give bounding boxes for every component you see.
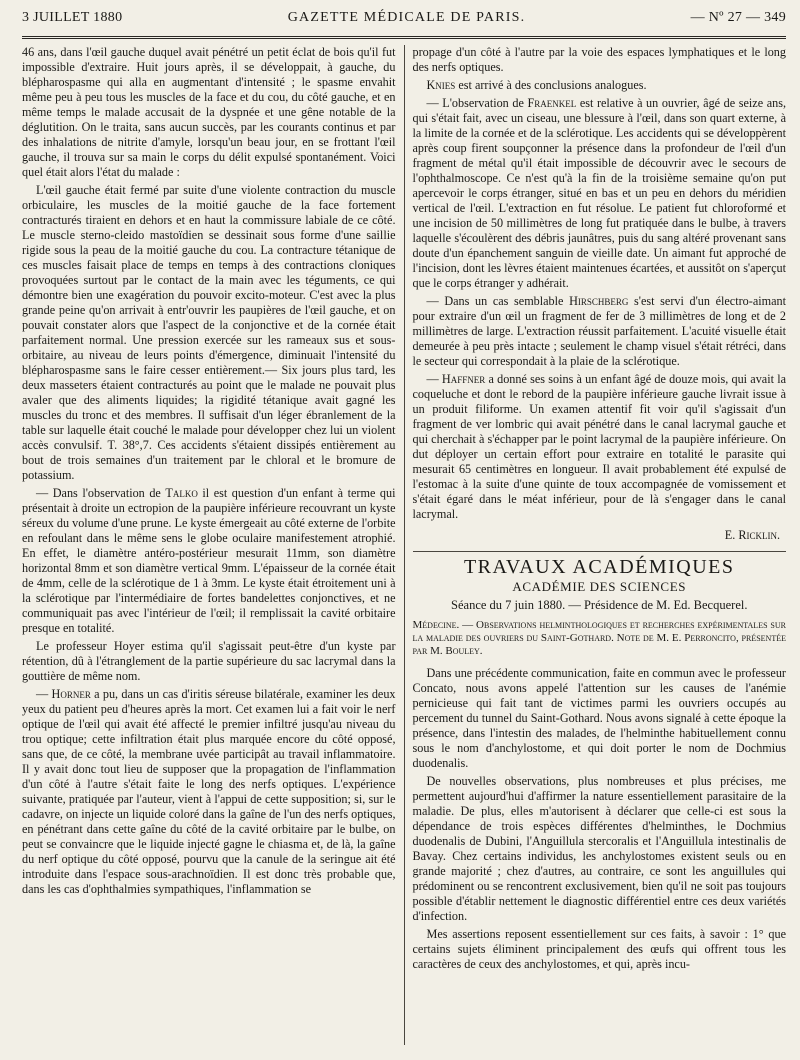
- right-paragraph-6: Dans une précédente communication, faite en commun avec le professeur Concato, nous avons appelé l'attention sur les causes de l'anémie pernicieuse qui fait tant de victimes parmi les ouvriers occupés au percement du tunnel du Saint-Gothard. Nous avons signalé à cette époque la présence, dans l'intestin des malades, de l'helminthe habituellement connu sous le nom d'anchylostome, et qui doit porter le nom de Dochmius duodenalis.: [412, 666, 786, 770]
- left-paragraph-4: Le professeur Hoyer estima qu'il s'agissait peut-être d'un kyste par rétention, dû à l'étranglement de la partie supérieure du sac lacrymal dans la gouttière de même nom.: [22, 639, 396, 683]
- section-divider: [413, 551, 787, 552]
- right-paragraph-1: propage d'un côté à l'autre par la voie des espaces lymphatiques et le long des nerfs optiques.: [412, 45, 786, 74]
- right-paragraph-8: Mes assertions reposent essentiellement sur ces faits, à savoir : 1° que certains sujets éliminent principalement des œufs qui offrent tous les caractères de ceux des anchylostomes, et qui, après incu-: [412, 927, 786, 971]
- section-title: TRAVAUX ACADÉMIQUES: [463, 556, 735, 578]
- left-paragraph-5: — Horner a pu, dans un cas d'iritis séreuse bilatérale, examiner les deux yeux du patient peu d'heures après la mort. Cet examen lui a fait voir le nerf optique de l'œil qui avait été affecté le premier infiltré jusqu'au niveau du trou optique; cette infiltration était plus marquée encore du côté opposé, sans que, de ce côté, la membrane uvée participât au travail inflammatoire. Il y avait donc tout lieu de supposer que la propagation de l'inflammation d'un côté à l'autre s'était faite le long des nerfs optiques. L'expérience suivante, pratiquée par l'auteur, vient à l'appui de cette supposition; si, sur le cadavre, on injecte un liquide coloré dans la gaîne de l'un des nerfs optiques, en pénétrant dans cette gaîne du côté de la cavité orbitaire par le bulbe, on peut se convaincre que le liquide injecté gagne le chiasma et, de là, la gaîne du nerf optique du côté opposé, pourvu que la canule de la seringue ait été introduite dans l'espace sous-arachnoïdien. Il est donc très probable que, dans les cas d'ophthalmies sympathiques, l'inflammation se: [22, 687, 396, 896]
- issue-date: 3 JUILLET 1880: [22, 10, 123, 25]
- left-paragraph-3: — Dans l'observation de Talko il est question d'un enfant à terme qui présentait à droite un ectropion de la paupière inférieure recouvrant un kyste séreux du volume d'une prune. Le kyste émergeait au côté externe de l'orbite en refoulant dans le même sens le globe oculaire manifestement atrophié. En effet, le diamètre antéro-postérieur mesurait 11mm, son diamètre horizontal 8mm et son diamètre vertical 9mm. L'épaisseur de la cornée était de 4mm, celle de la sclérotique de 1 à 3mm. Le kyste était étroitement uni à la sclérotique par l'intermédiaire de fortes bandelettes conjonctives, et ne communiquait pas avec l'intérieur de l'œil; il remplissait la cavité orbitaire presque en totalité.: [22, 486, 396, 635]
- journal-title: GAZETTE MÉDICALE DE PARIS.: [287, 10, 526, 25]
- right-column: [405, 45, 787, 1045]
- author-name: Fraenkel: [527, 96, 577, 110]
- right-paragraph-7: De nouvelles observations, plus nombreuses et plus précises, me permettent aujourd'hui d'affirmer la nature essentiellement parasitaire de la maladie. De plus, elles m'autorisent à déclarer que celle-ci est sous la dépendance de trois espèces différentes d'helminthes, le Dochmius duodenalis de Dubini, l'Anguillula stercoralis et l'Anguillula intestinalis de Bavay. Chez certains individus, les anchylostomes existent seuls ou en grande majorité ; chez d'autres, au contraire, ce sont les anguillules qui prédominent ou se rencontrent exclusivement, bien qu'il ne soit pas toujours possible d'établir nettement le diagnostic différentiel entre ces deux variétés d'infection.: [412, 774, 786, 923]
- right-paragraph-2: Knies est arrivé à des conclusions analogues.: [426, 78, 647, 92]
- right-paragraph-5: — Haffner a donné ses soins à un enfant âgé de douze mois, qui avait la coqueluche et dont le rebord de la paupière inférieure gauche livrait issue à un produit filiforme. Un examen attentif fit voir qu'il s'agissait d'un fragment de ver lombric qui avait pénétré dans le canal lacrymal gauche et qui cherchait à s'échapper par le point lacrymal de la paupière inférieure. On dut déployer un certain effort pour extraire en totalité le parasite qui mesurait 65 centimètres en longueur. Il avait probablement été expulsé de l'estomac à la suite d'une quinte de toux accompagnée de vomissement et s'était égaré dans le méat inférieur, pour de là s'engager dans le canal lacrymal.: [412, 372, 786, 521]
- author-name: Hirschberg: [569, 294, 629, 308]
- page-header: [22, 10, 786, 30]
- issue-page-number: — Nº 27 — 349: [690, 10, 786, 25]
- right-paragraph-3: — L'observation de Fraenkel est relative à un ouvrier, âgé de seize ans, qui s'était fait, avec un ciseau, une blessure à l'œil, dans son quart externe, à la limite de la cornée et de la sclérotique. Les accidents qui se développèrent après coup firent soupçonner la présence dans la profondeur de l'œil d'un fragment de métal qu'il était impossible de découvrir avec le secours de l'ophthalmoscope. Ce n'est qu'à la fin de la troisième semaine qu'on put apercevoir le corps étranger, situé en bas et un peu en dehors du méridien vertical de l'œil. L'extraction en fut résolue. Le patient fut chloroformé et une incision de 50 millimètres de long fut pratiquée dans le bulbe, à travers laquelle s'écoulèrent des débris jaunâtres, puis du sang altéré provenant sans doute d'un épanchement sanguin de vieille date. Un aimant fut approché de l'incision, dont les lèvres étaient maintenues écartées, et aussitôt on s'aperçut que le corps étranger y adhérait.: [412, 96, 786, 290]
- columns: [22, 45, 786, 1045]
- left-paragraph-2: L'œil gauche était fermé par suite d'une violente contraction du muscle orbiculaire, les muscles de la moitié gauche de la face fortement contracturés tiraient en dehors et en haut la commissure labiale de ce côté. Le muscle sterno-cleido mastoïdien se dessinait sous forme d'une saillie rigide sous la peau de la moitié gauche du cou. La contracture tétanique de ces muscles faisait place de temps en temps à des contractions cloniques provoquées surtout par le contact de la main avec les téguments, ce qui démontre bien une exagération du pouvoir excito-moteur. C'est avec la plus grande peine qu'on arrivait à entr'ouvrir les paupières de l'œil gauche, et on pouvait constater alors que l'aspect de la conjonctive et de la cornée était parfaitement normal. Une pression exercée sur les rameaux sus et sous-orbitaire, au niveau de leurs points d'émergence, diminuait l'intensité du blépharospasme sans le faire cesser entièrement.— Six jours plus tard, les deux masseters étaient contracturés au point que le malade ne pouvait plus avaler que des aliments liquides; la rigidité tétanique avait gagné les muscles du tronc et des membres. Il suffisait d'un léger ébranlement de la table sur laquelle était couché le malade pour développer chez lui un violent accès convulsif. T. 38°,7. Ces accidents s'étaient dissipés entièrement au bout de trois semaines d'un traitement par le chloral et le bromure de potassium.: [22, 183, 396, 482]
- author-name: Horner: [51, 687, 91, 701]
- seance-line: Séance du 7 juin 1880. — Présidence de M. Ed. Becquerel.: [451, 598, 748, 612]
- signature: E. Ricklin.: [724, 528, 780, 542]
- left-paragraph-1: 46 ans, dans l'œil gauche duquel avait pénétré un petit éclat de bois qu'il fut impossible d'extraire. Huit jours après, il se développait, à gauche, du blépharospasme qui alla en augmentant d'intensité ; le spasme envahit même peu à peu tous les muscles de la face et du cou, du côté gauche, et en même temps le malade accusait de la dyspnée et une gêne notable de la déglutition. On le traita, sans aucun succès, par les courants continus et par des inhalations de nitrite d'amyle, lorsqu'un beau jour, en se frottant l'œil gauche, il trouva sur sa main le corps du délit expulsé spontanément. Voici quel était alors l'état du malade :: [22, 45, 396, 179]
- author-name: Talko: [165, 486, 198, 500]
- author-name: Knies: [426, 78, 456, 92]
- right-paragraph-4: — Dans un cas semblable Hirschberg s'est servi d'un électro-aimant pour extraire d'un œil un fragment de fer de 3 millimètres de long et de 2 millimètres de large. L'extraction réussit parfaitement. L'acuité visuelle était demeurée à peu près intacte ; seulement le champ visuel s'était rétréci, dans le secteur qui correspondait à la plaie de la sclérotique.: [412, 294, 786, 368]
- author-name: Haffner: [441, 372, 486, 386]
- article-heading: Médecine. — Observations helminthologiques et recherches expérimentales sur la maladie des ouvriers du Saint-Gothard. Note de M. E. Perroncito, présentée par M. Bouley.: [412, 619, 786, 657]
- academy-title: ACADÉMIE DES SCIENCES: [512, 579, 687, 594]
- header-rule: [22, 36, 786, 39]
- left-column: [22, 45, 405, 1045]
